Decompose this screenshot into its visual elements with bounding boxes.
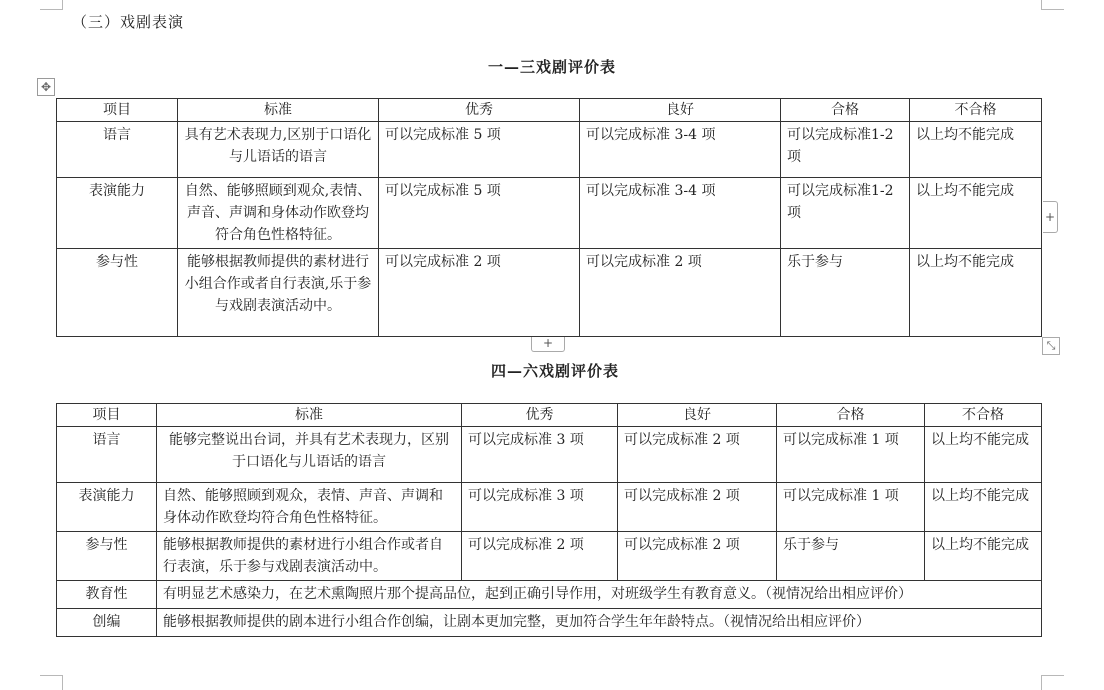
add-row-button[interactable]: + <box>531 337 565 352</box>
table-cell: 可以完成标准 1 项 <box>777 427 925 483</box>
table-cell: 能够根据教师提供的剧本进行小组合作创编，让剧本更加完整，更加符合学生年年龄特点。（视情况给出相应评价） <box>157 609 1042 637</box>
page-corner-mark <box>1041 675 1064 690</box>
table-row <box>57 427 1042 483</box>
table-cell: 能够完整说出台词，并具有艺术表现力，区别于口语化与儿语话的语言 <box>157 427 462 483</box>
table-cell: 乐于参与 <box>777 532 925 581</box>
table-cell: 以上均不能完成 <box>925 483 1042 532</box>
table-cell: 可以完成标准 3 项 <box>462 483 618 532</box>
header-cell: 优秀 <box>462 404 618 427</box>
header-cell: 不合格 <box>910 99 1042 122</box>
table-cell: 可以完成标准 3-4 项 <box>580 122 781 178</box>
resize-icon[interactable]: ⤡ <box>1042 337 1060 355</box>
table-row <box>57 483 1042 532</box>
table-cell: 参与性 <box>57 532 157 581</box>
page-corner-mark <box>1041 0 1064 10</box>
table-cell: 以上均不能完成 <box>910 122 1042 178</box>
table-cell: 可以完成标准 2 项 <box>618 483 777 532</box>
table-cell: 可以完成标准 1 项 <box>777 483 925 532</box>
table1-title: 一—三戏剧评价表 <box>488 58 617 76</box>
table-cell: 能够根据教师提供的素材进行小组合作或者自行表演，乐于参与戏剧表演活动中。 <box>157 532 462 581</box>
table-cell: 可以完成标准 3 项 <box>462 427 618 483</box>
table-cell: 可以完成标准 5 项 <box>379 178 580 249</box>
table-cell: 表演能力 <box>57 178 178 249</box>
page-corner-mark <box>40 0 63 10</box>
table-row <box>57 581 1042 609</box>
table-cell: 可以完成标准 2 项 <box>462 532 618 581</box>
table-cell: 可以完成标准 3-4 项 <box>580 178 781 249</box>
table-cell: 可以完成标准 5 项 <box>379 122 580 178</box>
table-cell: 参与性 <box>57 249 178 337</box>
header-cell: 优秀 <box>379 99 580 122</box>
table-cell: 自然、能够照顾到观众，表情、声音、声调和身体动作欧登均符合角色性格特征。 <box>157 483 462 532</box>
table-cell: 可以完成标准1-2 项 <box>781 122 910 178</box>
header-cell: 不合格 <box>925 404 1042 427</box>
header-cell: 项目 <box>57 99 178 122</box>
move-icon[interactable]: ✥ <box>37 78 55 96</box>
table-cell: 语言 <box>57 122 178 178</box>
header-cell: 合格 <box>781 99 910 122</box>
table-row <box>57 122 1042 178</box>
table-row <box>57 249 1042 337</box>
table-cell: 以上均不能完成 <box>910 249 1042 337</box>
header-cell: 项目 <box>57 404 157 427</box>
section-heading: （三）戏剧表演 <box>72 13 185 31</box>
header-cell: 良好 <box>580 99 781 122</box>
header-cell: 合格 <box>777 404 925 427</box>
table-cell: 能够根据教师提供的素材进行小组合作或者自行表演,乐于参与戏剧表演活动中。 <box>178 249 379 337</box>
table-row <box>57 609 1042 637</box>
table-cell: 有明显艺术感染力，在艺术熏陶照片那个提高品位，起到正确引导作用，对班级学生有教育意义。（视情况给出相应评价） <box>157 581 1042 609</box>
table2 <box>56 403 1042 637</box>
table-cell: 以上均不能完成 <box>910 178 1042 249</box>
table-cell: 语言 <box>57 427 157 483</box>
add-column-button[interactable]: + <box>1043 201 1058 233</box>
table-cell: 可以完成标准 2 项 <box>379 249 580 337</box>
table-cell: 可以完成标准 2 项 <box>618 427 777 483</box>
header-cell: 良好 <box>618 404 777 427</box>
table-cell: 可以完成标准 2 项 <box>580 249 781 337</box>
table-header-row <box>57 404 1042 427</box>
table1 <box>56 98 1042 337</box>
table-cell: 以上均不能完成 <box>925 427 1042 483</box>
table-row <box>57 178 1042 249</box>
table-cell: 表演能力 <box>57 483 157 532</box>
table-cell: 教育性 <box>57 581 157 609</box>
page-corner-mark <box>40 675 63 690</box>
header-cell: 标准 <box>157 404 462 427</box>
table-cell: 创编 <box>57 609 157 637</box>
table-cell: 可以完成标准1-2 项 <box>781 178 910 249</box>
header-cell: 标准 <box>178 99 379 122</box>
table2-title: 四—六戏剧评价表 <box>491 362 620 380</box>
table-cell: 可以完成标准 2 项 <box>618 532 777 581</box>
table-header-row <box>57 99 1042 122</box>
table-row <box>57 532 1042 581</box>
table-cell: 自然、能够照顾到观众,表情、声音、声调和身体动作欧登均符合角色性格特征。 <box>178 178 379 249</box>
table-cell: 具有艺术表现力,区别于口语化与儿语话的语言 <box>178 122 379 178</box>
table-cell: 乐于参与 <box>781 249 910 337</box>
table-cell: 以上均不能完成 <box>925 532 1042 581</box>
